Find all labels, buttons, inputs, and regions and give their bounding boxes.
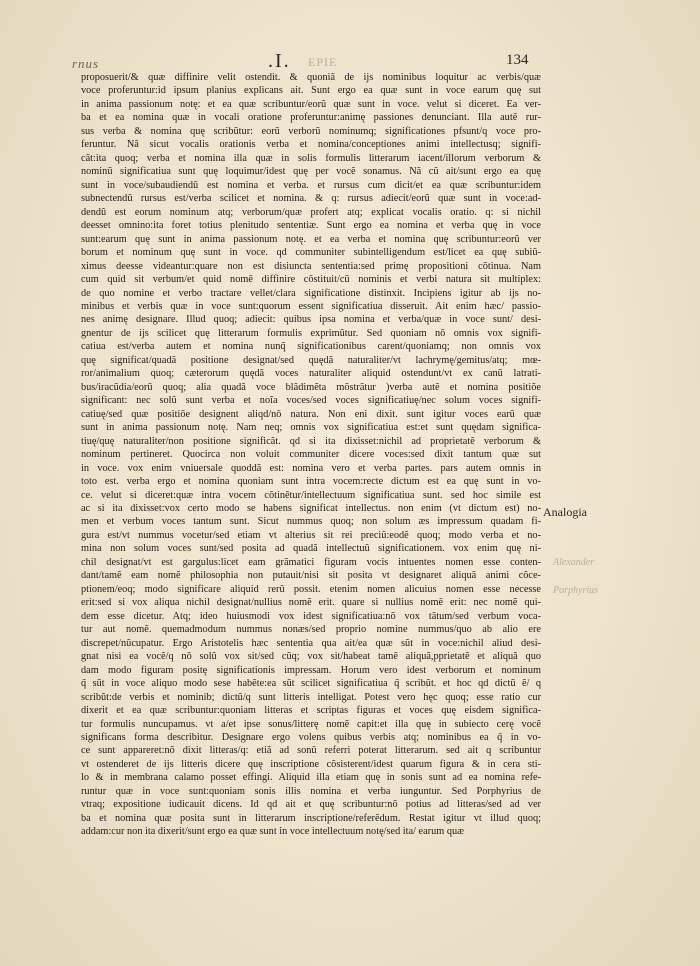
- show-through-note: Alexander: [553, 557, 595, 568]
- text-line: gnentur de ijs scilicet quę litterarum formulis exprimũtur. Sed quoniam nõ omnis vox signifi-: [81, 327, 541, 339]
- text-line: sunt:earum quę sunt in anima passionum notę. et ea verba et nomina quę scribuntur:eorũ ver: [81, 233, 541, 245]
- text-line: sunt in anima passionum notę. Nam neq; omnis vox significatiua est:et sunt quędam significa-: [81, 422, 541, 434]
- text-line: in anima passionum notę: et ea quæ scribuntur/eorũ quæ sunt in voce. velut si diceret. Ea ver-: [81, 98, 541, 110]
- text-line: in voce. vox enim vniuersale quoddã est: nomina vero et verba partes. pars autem omnis in: [81, 462, 541, 474]
- text-line: dixerit et ea quæ scribuntur:quoniam litteras et scriptas figuras et voces quę eisdem significa-: [81, 705, 541, 717]
- text-line: discrepet/nũcupatur. Ergo Aristotelis hæc sententia qua ait/ea quæ sũt in voce:nichil aliud desi-: [81, 637, 541, 649]
- text-line: sunt in voce/subaudiendũ est nomina et verba. et rursus cum dicit/et ea quæ scribuntur:idem: [81, 179, 541, 191]
- text-line: gura est/vt nummus vocetur/sed etiam vt alterius sit rei preciũ:eodẽ quoq; modo verba et no-: [81, 529, 541, 541]
- text-line: ce. velut si diceret:quæ intra vocem cõtinẽtur/intellectuum significatiua sunt. sed hoc simile est: [81, 489, 541, 501]
- text-line: ror/animalium quoq; cæterorum quędã voces naturaliter aliquid ostendunt/vt ex canũ latrati-: [81, 368, 541, 380]
- text-line: ba et nomina quæ posita sunt in litterarum inscriptione/referẽdum. Restat igitur vt illud quoq;: [81, 812, 541, 824]
- text-line: bus/iracũdia/eorũ quoq; alia quadã voce blãdimẽta mõstrãtur )verba autẽ et nomina positiõe: [81, 381, 541, 393]
- text-line: proposuerit/& quæ diffinire velit ostendit. & quoniã de ijs nominibus loquitur ac verbis/quæ: [81, 72, 541, 83]
- text-line: dant/tamẽ eam nomẽ philosophia non putauit/nisi sit posita vt designaret aliquã animi cõce-: [81, 570, 541, 582]
- text-line: scribũt:de verbis et nominib; dictũ/q sunt litteris intelligat. Potest vero hęc quoq; esse ratio cur: [81, 691, 541, 703]
- text-line: minibus et verbis quæ in voce sunt:quorum essent significatiua disseruit. Ait enim hæc/ passio-: [81, 300, 541, 312]
- text-line: cum quid sit verbum/et quid nomẽ diffinire cõstituit/cũ nominis et verbi natura sit multiplex:: [81, 274, 541, 286]
- text-line: lo & in membrana calamo posset effingi. Aliquid illa etiam quę in sonis sunt ad ea nomina refe-: [81, 772, 541, 784]
- text-line: ba et ea nomina quæ in vocali oratione proferuntur:animę passiones denunciant. Illa autẽ rur-: [81, 112, 541, 124]
- text-line: dam modo figuram positę significationis impressam. Horum vero idest verborum et nominum: [81, 664, 541, 676]
- text-line: vt ostenderet de ijs litteris dicere quę inscriptione cõsisterent/idest quarum figura & in cera sti-: [81, 758, 541, 770]
- text-line: chil designat/vt est gargulus:licet eam grãmatici figuram vocis intuentes nomen esse conten-: [81, 556, 541, 568]
- text-line: sus verba & nomina quę scribũtur: eorũ verborũ nominumq; significationes pfsunt/q voce pro-: [81, 125, 541, 137]
- text-line: gnat nisi ea vocẽ/q nõ solũ vox sit/sed cũq; vox sit/habeat tamẽ aliquã,pprietatẽ et aliquã quo: [81, 651, 541, 663]
- text-line: significant: nec solũ sunt verba et noĩa voces/sed voces significatiuę/nec solum voces signifi-: [81, 395, 541, 407]
- text-line: deesset omnino:ita foret totius plenitudo sententiæ. Sunt ergo ea nomina et verba quę in voce: [81, 220, 541, 232]
- marginal-note: Analogia: [543, 505, 587, 519]
- text-line: dem esse dicetur. Atq; ideo huiusmodi vox idest significatiua:nõ vox tãtum/sed verbum voca-: [81, 610, 541, 622]
- text-line: nes animę designare. Illud quoq; adiecit: quibus ipsa nomina et verba/quæ in voce sunt/ desi-: [81, 314, 541, 326]
- text-line: feruntur. Nã sicut vocalis orationis verba et nomina/conceptiones animi intellectusq; signifi-: [81, 139, 541, 151]
- text-line: nominũ significatiua sunt quę loquimur/idest quę per vocẽ sonamus. Nã cũ ait/sunt ergo ea quę: [81, 166, 541, 178]
- main-text-block: [81, 71, 541, 839]
- text-line: q̃ sũt in voce aliquo modo sese habẽte:ea sũt scilicet significatiua q̃ scribũt. et hoc qd dictũ ẽ/ q: [81, 678, 541, 690]
- text-line: mina non solum voces sunt/sed posita ad quadã intellectuũ significationem. vox enim quę ni-: [81, 543, 541, 555]
- text-line: erit:sed si vox aliqua nichil designat/nullius nomẽ erit. quare si nullius nomẽ erit: nec nomẽ qui-: [81, 597, 541, 609]
- text-line: tur formulis nuncupamus. vt a/et ipse sonus/litterę nomẽ capit:et illa quę in subiecto cerę vocẽ: [81, 718, 541, 730]
- running-head-fragment: rnus: [72, 56, 100, 71]
- text-line: ce sunt appareret:nõ dixit litteras/q: etiã ad sonũ referri poterat litterarum. sed ait q scribuntur: [81, 745, 541, 757]
- text-line: ac si ita dixisset:vox certo modo se habens significat intellectus. non enim (vt dictum est) no-: [81, 503, 541, 514]
- text-line: men et verbum voces tantum sunt. Sicut nummus quoq; non solum æs impressum quadam fi-: [81, 516, 541, 528]
- text-line: ximus deesse videantur:quare non est disiuncta sententia:sed primę propositioni cõtinua. Nam: [81, 260, 541, 272]
- text-line: nominum pertineret. Quocirca non voluit communiter dicere voces:sed dixit tantum quæ sut: [81, 449, 541, 461]
- text-line: ptionem/eoq; modo significare aliquid rerũ possit. etenim nomen alicuius nomen esse necesse: [81, 583, 541, 595]
- text-line: vtraq; expositione iudicauit dicens. Id qd ait et quę scribuntur:nõ potius ad litteras/sed ad ver: [81, 799, 541, 811]
- text-line: subnectendũ rursus est/verba scilicet et nomina. & q: rursus adiecit/eorũ quæ sunt in voce:ad-: [81, 193, 541, 205]
- show-through-note: Porphyrius: [553, 585, 598, 596]
- text-line: catiuę/sed quæ positiõe designent aliqd/nõ natura. Non eni dixit. sunt igitur voces earũ quæ: [81, 408, 541, 420]
- text-line: tur aut nomẽ. quemadmodum nummus nonæs/sed proprio nomine nummus/quo ab alio ere: [81, 624, 541, 636]
- text-line: runtur quæ in voce sunt:quoniam sonis illis nomina et verba iunguntur. Sed Porphyrius de: [81, 785, 541, 797]
- text-line: cãt:ita quoq; verba et nomina illa quæ in solis formulis litterarum iacent/illorum verborum &: [81, 152, 541, 164]
- section-mark: .I.: [268, 50, 291, 72]
- text-line: voce proferuntur:id ipsum planius explicans ait. Sunt ergo ea quæ sunt in voce earum quę sut: [81, 85, 541, 97]
- text-line: catiua est/verba autem et nomina nunq̃ significationibus carent/quoniamq; non omnis vox: [81, 341, 541, 353]
- text-line: quę significat/quadã positione designat/sed quędã naturaliter/vt lachrymę/gemitus/atq; mœ-: [81, 354, 541, 366]
- show-through-header: EPIE: [308, 55, 338, 69]
- text-line: significans forma describitur. Designare ergo volens quibus verbis atq; nominibus ea q̃ in vo-: [81, 731, 541, 743]
- text-line: addam:cur non ita dixerit/sunt ergo ea quæ sunt in voce intellectuum notę/sed ita/ earum quæ: [81, 826, 464, 838]
- folio-number: 134: [506, 52, 529, 68]
- text-line: tiuę/quę naturaliter/non positione significãt. qd si ita dixisset:nichil ad proprietatẽ verborum &: [81, 435, 541, 447]
- text-line: borum et nominum quę sunt in voce. qd communiter subintelligendum est/licet ea quę subiũ-: [81, 247, 541, 259]
- text-line: de quo nomine et verbo tractare vellet/clara significatione distinxit. Incipiens igitur ab ijs no-: [81, 287, 541, 299]
- text-line: toto est. verba ergo et nomina quoniam sunt intra vocem:recte dictum est ea quę sunt in vo-: [81, 476, 541, 488]
- text-line: dendũ est eorum nominum atq; verborum/quæ profert atq; explicat vocalis oratio. q: si nichil: [81, 206, 541, 218]
